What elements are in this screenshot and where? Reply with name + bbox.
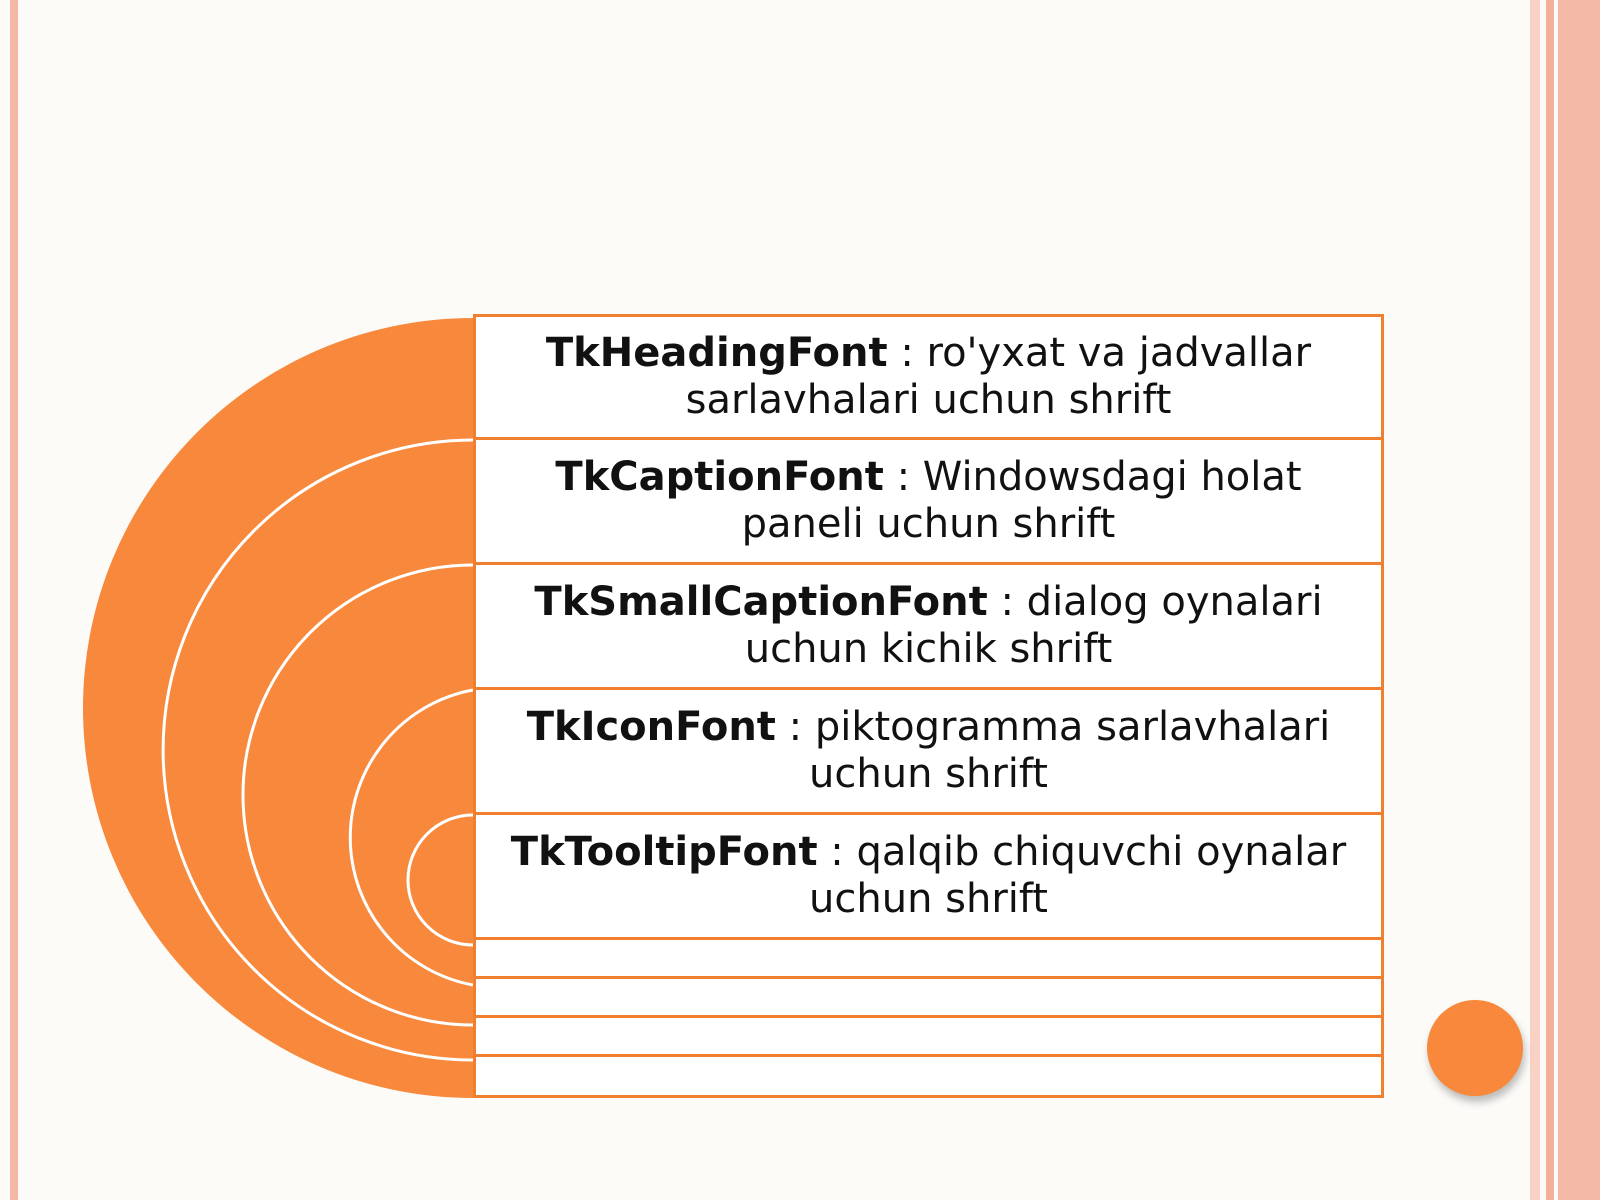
item-text-2: [500, 454, 1357, 548]
item-description: : Windowsdagi holat paneli uchun shrift: [741, 454, 1302, 547]
item-description: : ro'yxat va jadvallar sarlavhalari uchun shrift: [685, 330, 1312, 423]
item-text-5: [500, 829, 1357, 923]
item-text-3: [500, 579, 1357, 673]
item-term: TkCaptionFont: [555, 454, 884, 500]
item-term: TkHeadingFont: [545, 330, 888, 376]
item-description: : piktogramma sarlavhalari uchun shrift: [775, 704, 1331, 797]
item-term: TkSmallCaptionFont: [534, 579, 988, 625]
empty-row-4: [473, 1054, 1384, 1098]
empty-row-1: [473, 937, 1384, 979]
empty-row-3: [473, 1015, 1384, 1057]
orange-semicircle: [83, 318, 473, 1098]
item-term: TkTooltipFont: [510, 829, 818, 875]
item-text-1: [500, 330, 1357, 424]
item-text-4: [500, 704, 1357, 798]
decorative-orange-dot: [1427, 1000, 1523, 1096]
item-description: : dialog oynalari uchun kichik shrift: [744, 579, 1323, 672]
empty-row-2: [473, 976, 1384, 1018]
item-term: TkIconFont: [526, 704, 776, 750]
item-box-3: [473, 562, 1384, 690]
item-description: : qalqib chiquvchi oynalar uchun shrift: [809, 829, 1347, 922]
item-box-2: [473, 437, 1384, 565]
item-box-1: [473, 314, 1384, 440]
item-box-4: [473, 687, 1384, 815]
item-box-5: [473, 812, 1384, 940]
